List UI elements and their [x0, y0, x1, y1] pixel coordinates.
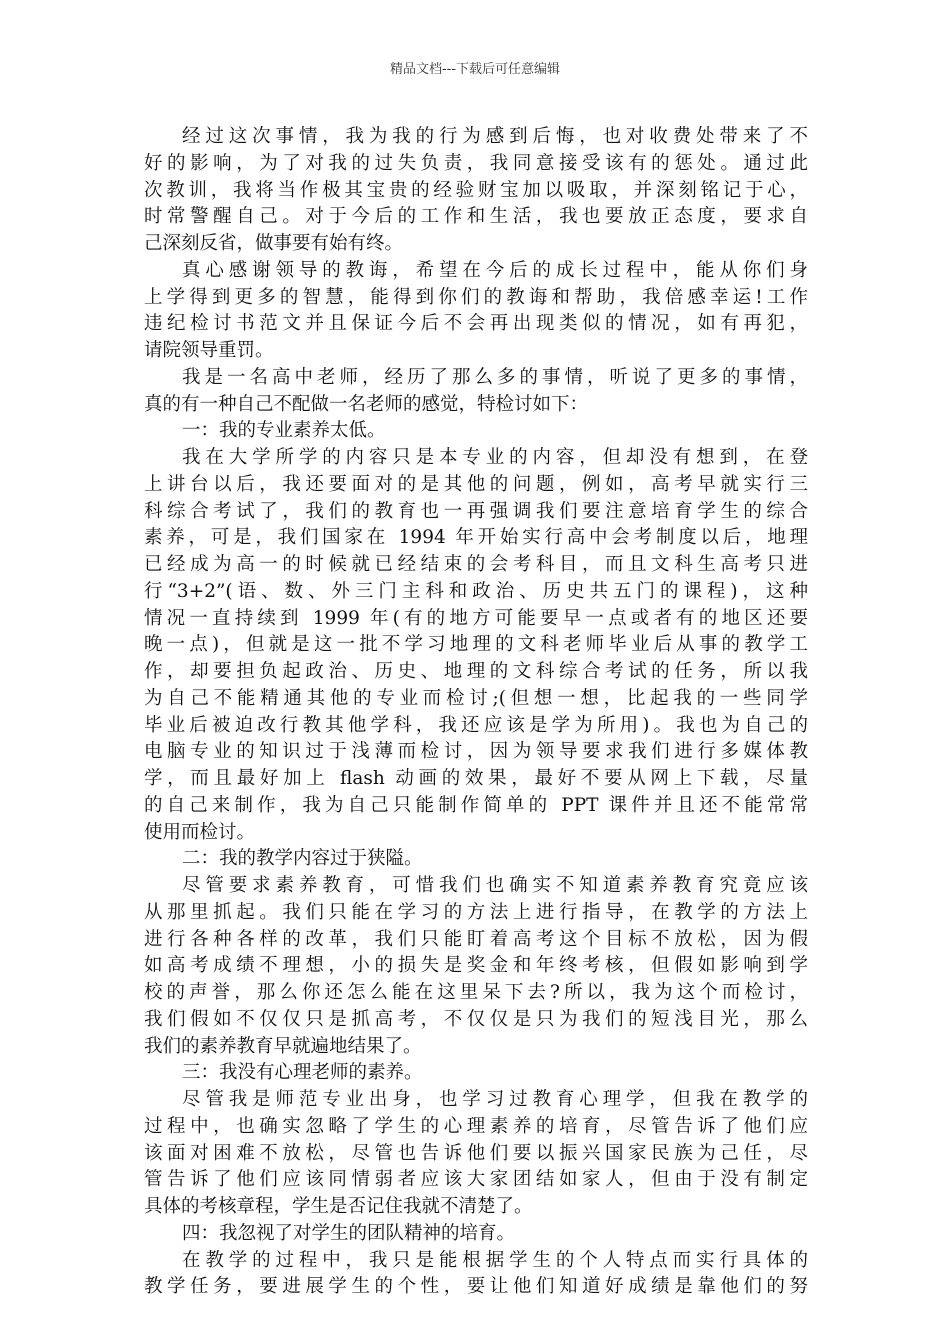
- text-line: 上学得到更多的智慧，能得到你们的教诲和帮助，我倍感幸运!工作: [144, 286, 808, 308]
- text-line: 时常警醒自己。对于今后的工作和生活，我也要放正态度，要求自: [144, 206, 808, 228]
- text-line: 科综合考试了，我们的教育也一再强调我们要注意培育学生的综合: [144, 500, 808, 522]
- text-line: 过程中，也确实忽略了学生的心理素养的培育，尽管告诉了他们应: [144, 1115, 808, 1137]
- text-line: 如高考成绩不理想，小的损失是奖金和年终考核，但假如影响到学: [144, 955, 808, 977]
- text-line: 我们的素养教育早就遍地结果了。: [144, 1035, 422, 1057]
- text-line: 次教训，我将当作极其宝贵的经验财宝加以吸取，并深刻铭记于心，: [144, 179, 808, 201]
- text-line: 情况一直持续到 1999 年(有的地方可能要早一点或者有的地区还要: [144, 607, 808, 629]
- text-line: 电脑专业的知识过于浅薄而检讨，因为领导要求我们进行多媒体教: [144, 741, 808, 763]
- text-line: 经过这次事情，我为我的行为感到后悔，也对收费处带来了不: [182, 126, 808, 147]
- text-line: 教学任务，要进展学生的个性，要让他们知道好成绩是靠他们的努: [144, 1276, 808, 1298]
- text-line: 二：我的教学内容过于狭隘。: [182, 848, 423, 870]
- text-line: 素养，可是，我们国家在 1994 年开始实行高中会考制度以后，地理: [144, 527, 808, 549]
- text-line: 行“3+2”(语、数、外三门主科和政治、历史共五门的课程)，这种: [144, 580, 808, 602]
- text-line: 尽管我是师范专业出身，也学习过教育心理学，但我在教学的: [182, 1089, 808, 1110]
- document-body: [144, 124, 808, 1301]
- text-line: 请院领导重罚。: [144, 340, 274, 361]
- text-line: 作，却要担负起政治、历史、地理的文科综合考试的任务，所以我: [144, 661, 808, 682]
- text-line: 我在大学所学的内容只是本专业的内容，但却没有想到，在登: [182, 447, 808, 468]
- text-line: 管告诉了他们应该同情弱者应该大家团结如家人，但由于没有制定: [144, 1169, 808, 1191]
- text-line: 该面对困难不放松，尽管也告诉他们要以振兴国家民族为己任，尽: [144, 1142, 808, 1164]
- text-line: 真心感谢领导的教诲，希望在今后的成长过程中，能从你们身: [182, 259, 808, 281]
- text-line: 尽管要求素养教育，可惜我们也确实不知道素养教育究竟应该: [182, 875, 808, 896]
- text-line: 毕业后被迫改行教其他学科，我还应该是学为所用)。我也为自己的: [144, 714, 808, 736]
- text-line: 好的影响，为了对我的过失负责，我同意接受该有的惩处。通过此: [144, 152, 808, 174]
- text-line: 违纪检讨书范文并且保证今后不会再出现类似的情况，如有再犯，: [144, 313, 808, 335]
- text-line: 晚一点)，但就是这一批不学习地理的文科老师毕业后从事的教学工: [144, 634, 808, 656]
- page-header: 精品文档---下载后可任意编辑: [389, 62, 561, 77]
- text-line: 的自己来制作，我为自己只能制作简单的 PPT 课件并且还不能常常: [144, 794, 808, 816]
- text-line: 四：我忽视了对学生的团队精神的培育。: [182, 1222, 516, 1244]
- text-line: 一：我的专业素养太低。: [182, 420, 386, 442]
- text-line: 我是一名高中老师，经历了那么多的事情，听说了更多的事情，: [182, 366, 808, 388]
- text-line: 具体的考核章程，学生是否记住我就不清楚了。: [144, 1196, 533, 1217]
- text-line: 真的有一种自己不配做一名老师的感觉，特检讨如下：: [144, 393, 589, 415]
- text-line: 学，而且最好加上 flash 动画的效果，最好不要从网上下载，尽量: [144, 768, 808, 789]
- text-line: 校的声誉，那么你还怎么能在这里呆下去?所以，我为这个而检讨，: [144, 982, 808, 1003]
- text-line: 从那里抓起。我们只能在学习的方法上进行指导，在教学的方法上: [144, 901, 808, 923]
- text-line: 进行各种各样的改革，我们只能盯着高考这个目标不放松，因为假: [144, 928, 808, 950]
- text-line: 已经成为高一的时候就已经结束的会考科目，而且文科生高考只进: [144, 554, 808, 575]
- text-line: 使用而检讨。: [144, 821, 256, 843]
- text-line: 己深刻反省，做事要有始有终。: [144, 233, 404, 254]
- text-line: 在教学的过程中，我只是能根据学生的个人特点而实行具体的: [182, 1249, 808, 1271]
- text-line: 我们假如不仅仅只是抓高考，不仅仅是只为我们的短浅目光，那么: [144, 1008, 808, 1030]
- text-line: 为自己不能精通其他的专业而检讨;(但想一想，比起我的一些同学: [144, 687, 808, 709]
- text-line: 三：我没有心理老师的素养。: [182, 1062, 423, 1084]
- text-line: 上讲台以后，我还要面对的是其他的问题，例如，高考早就实行三: [144, 473, 808, 495]
